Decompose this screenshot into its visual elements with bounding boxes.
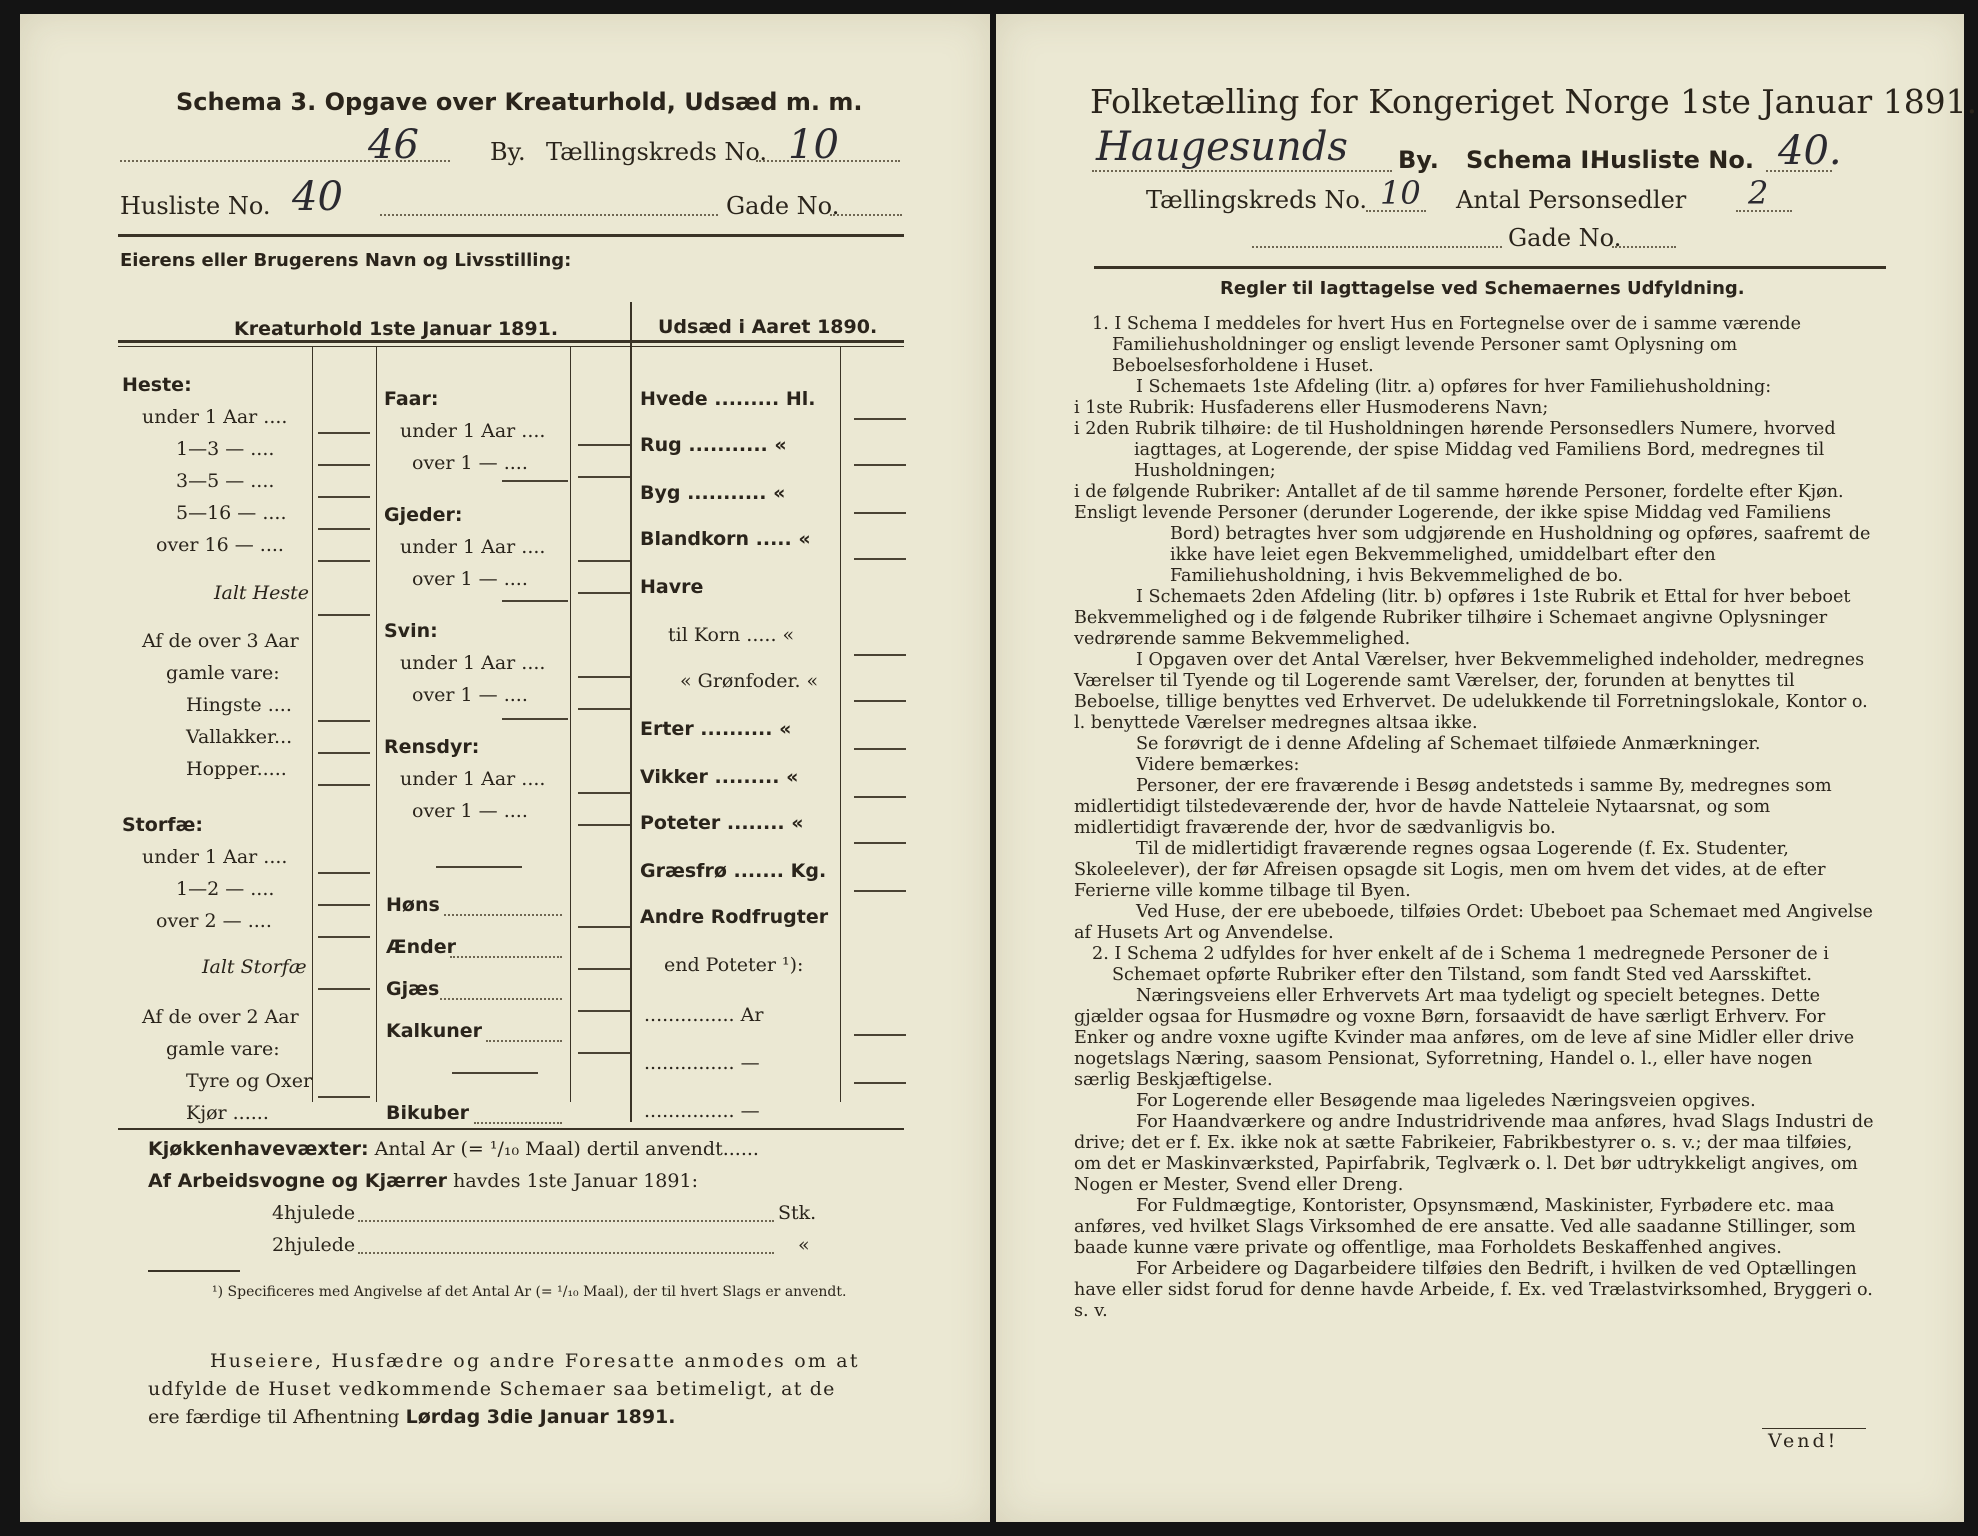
gjeder-label: Gjeder: xyxy=(384,504,463,526)
svin-row-1: under 1 Aar .... xyxy=(400,652,546,674)
gjeder-row-2: over 1 — .... xyxy=(412,568,528,590)
faar-row-1: under 1 Aar .... xyxy=(400,420,546,442)
havre: Havre xyxy=(640,576,704,598)
rensdyr-row-2: over 1 — .... xyxy=(412,800,528,822)
andre-rodfrugter: Andre Rodfrugter xyxy=(640,906,829,928)
rensdyr-label: Rensdyr: xyxy=(384,736,480,758)
kalkuner-label: Kalkuner xyxy=(386,1020,483,1042)
andre-ar-1: ............... Ar xyxy=(644,1004,764,1026)
vallakker: Vallakker... xyxy=(186,726,293,748)
heste-label: Heste: xyxy=(122,374,192,396)
rensdyr-row-1: under 1 Aar .... xyxy=(400,768,546,790)
ialt-heste: Ialt Heste xyxy=(214,582,310,604)
havre-gronfoder: « Grønfoder. « xyxy=(680,670,819,692)
rule-naeringsvei: Næringsveiens eller Erhvervets Art maa tydeligt og specielt betegnes. Dette gjælder ogsaa for Husmødre og voxne Børn, forsaavidt de have særligt Erhverv. For Enker og andre voxne ugifte Kvinder maa anføres, om de leve af sine Midler eller drive nogetslags Næring, saasom Pensionat, Syforretning, Handel o. l., eller have nogen særlig Beskjæftigelse. xyxy=(1074,986,1855,1090)
hingste: Hingste .... xyxy=(186,694,292,716)
fire-hjulede-unit: Stk. xyxy=(778,1202,817,1224)
tyre-og-oxer: Tyre og Oxer xyxy=(186,1070,313,1092)
husliste-number-handwritten: 40 xyxy=(292,174,343,220)
rule-1b: i 1ste Rubrik: Husfaderens eller Husmoderens Navn; xyxy=(1074,398,1549,418)
rule-1a: I Schemaets 1ste Afdeling (litr. a) opføres for hver Familiehusholdning: xyxy=(1136,377,1772,397)
storfae-label: Storfæ: xyxy=(122,814,203,836)
kjokkenhave-label: Kjøkkenhavevæxter: xyxy=(148,1138,369,1160)
rule-1: 1. I Schema I meddeles for hvert Hus en Fortegnelse over de i samme værende Familiehusholdninger og ensligt levende Personer samt Oplysning om Beboelsesforholdene i Huset. xyxy=(1092,314,1802,376)
notice-line-3 xyxy=(148,1406,676,1428)
fire-hjulede: 4hjulede xyxy=(272,1202,356,1224)
to-hjulede: 2hjulede xyxy=(272,1234,356,1256)
rule-fravaerende: Personer, der ere fraværende i Besøg andetsteds i samme By, medregnes som midlertidigt tilstedeværende der, hvor de havde Natteleie Nytaarsnat, og som midlertidigt fraværende der, hvor de sædvanligvis bo. xyxy=(1074,776,1832,838)
rule-1d: i de følgende Rubriker: Antallet af de til samme hørende Personer, fordelte efter Kjøn. xyxy=(1074,482,1844,502)
husliste-number-handwritten: 40. xyxy=(1778,128,1842,174)
rule-logerende: Til de midlertidigt fraværende regnes ogsaa Logerende (f. Ex. Studenter, Skoleelever), der før Afreisen opsagde sit Logis, men om hvem det vides, at de efter Ferierne ville komme tilbage til Byen. xyxy=(1074,839,1826,901)
kreaturhold-header: Kreaturhold 1ste Januar 1891. xyxy=(234,318,559,340)
rule-1c: i 2den Rubrik tilhøire: de til Husholdningen hørende Personsedlers Numere, hvorved iagttages, at Logerende, der spise Middag ved Familiens Bord, medregnes til Husholdningen; xyxy=(1074,419,1836,481)
ialt-storfae: Ialt Storfæ xyxy=(202,956,307,978)
antal-label: Antal Personsedler xyxy=(1456,186,1687,214)
vend-label: Vend! xyxy=(1768,1430,1839,1452)
rule-fuldmaegtige: For Fuldmægtige, Kontorister, Opsynsmænd, Maskinister, Fyrbødere etc. maa anføres, ved hvilket Slags Virksomhed de ere ansatte. Ved alle saadanne Stillinger, som baade kunne være private og offentlige, maa Forholdets Beskaffenhed angives. xyxy=(1074,1196,1856,1258)
schema-label: Schema I. xyxy=(1466,146,1599,174)
heste-row-3: 3—5 — .... xyxy=(176,470,275,492)
document-spread xyxy=(20,14,1978,1526)
kreds-number-handwritten: 10 xyxy=(788,122,839,168)
storfae-row-2: 1—2 — .... xyxy=(176,878,275,900)
rule-besogende: For Logerende eller Besøgende maa ligeledes Næringsveien opgives. xyxy=(1136,1091,1756,1111)
gjeder-row-1: under 1 Aar .... xyxy=(400,536,546,558)
erter: Erter .......... « xyxy=(640,718,792,740)
storfae-row-1: under 1 Aar .... xyxy=(142,846,288,868)
right-page-schema-1 xyxy=(996,14,1978,1522)
husliste-label: Husliste No. xyxy=(1590,146,1754,174)
graesfro: Græsfrø ....... Kg. xyxy=(640,860,827,882)
end-poteter: end Poteter ¹): xyxy=(664,954,804,976)
bikuber-label: Bikuber xyxy=(386,1102,470,1124)
rule-arbeidere: For Arbeidere og Dagarbeidere tilføies den Bedrift, i hvilken de ved Optællingen have eller sidst forud for denne havde Arbeide, f. Ex. ved Trælastvirksomhed, Bryggeri o. s. v. xyxy=(1074,1259,1873,1321)
by-label: By. xyxy=(1398,146,1439,174)
rule-videre: Videre bemærkes: xyxy=(1136,755,1300,775)
kreds-label: Tællingskreds No. xyxy=(546,138,768,166)
footnote: ¹) Specificeres med Angivelse af det Antal Ar (= ¹/₁₀ Maal), der til hvert Slags er anvendt. xyxy=(212,1284,847,1300)
kreds-label: Tællingskreds No. xyxy=(1146,186,1368,214)
kjokkenhave-line xyxy=(148,1138,759,1160)
hons-label: Høns xyxy=(386,894,440,916)
notice-line-3-text: ere færdige til Afhentning xyxy=(148,1406,400,1428)
husliste-label: Husliste No. xyxy=(120,192,271,220)
notice-line-1: Huseiere, Husfædre og andre Foresatte anmodes om at xyxy=(210,1350,860,1372)
havre-til-korn: til Korn ..... « xyxy=(668,624,795,646)
arbeidsvogne-line xyxy=(148,1170,698,1192)
rule-enslig: Ensligt levende Personer (derunder Logerende, der ikke spise Middag ved Familiens Bord) betragtes hver som udgjørende en Husholdning og opføres, saafremt de ikke have leiet egen Bekvemmelighed, umiddelbart efter den Familiehusholdning, i hvis Bekvemmelighed de bo. xyxy=(1074,503,1871,586)
byg: Byg ........... « xyxy=(640,482,786,504)
rule-2: 2. I Schema 2 udfyldes for hver enkelt af de i Schema 1 medregnede Personer de i Schemaet opførte Rubriker efter den Tilstand, som fandt Sted ved Aarsskiftet. xyxy=(1092,944,1829,985)
faar-row-2: over 1 — .... xyxy=(412,452,528,474)
arbeidsvogne-label: Af Arbeidsvogne og Kjærrer xyxy=(148,1170,448,1192)
svin-label: Svin: xyxy=(384,620,438,642)
notice-date: Lørdag 3die Januar 1891. xyxy=(405,1406,676,1428)
andre-ar-3: ............... — xyxy=(644,1100,760,1122)
by-number-handwritten: 46 xyxy=(368,122,419,168)
heste-row-1: under 1 Aar .... xyxy=(142,406,288,428)
af-over-2-aar: Af de over 2 Aar xyxy=(142,1006,299,1028)
kjor: Kjør ...... xyxy=(186,1102,269,1124)
rule-anmaerkninger: Se forøvrigt de i denne Afdeling af Schemaet tilføiede Anmærkninger. xyxy=(1136,734,1761,754)
place-handwritten: Haugesunds xyxy=(1096,124,1348,170)
aender-label: Ænder xyxy=(386,936,456,958)
to-hjulede-unit: « xyxy=(798,1234,810,1256)
rules-body xyxy=(1074,314,1874,1322)
antal-number-handwritten: 2 xyxy=(1748,174,1769,212)
rules-title: Regler til Iagttagelse ved Schemaernes Udfyldning. xyxy=(1220,278,1745,299)
hvede: Hvede ......... Hl. xyxy=(640,388,816,410)
kreds-number-handwritten: 10 xyxy=(1380,174,1421,212)
gamle-vare-2: gamle vare: xyxy=(166,1038,280,1060)
gade-label: Gade No. xyxy=(1508,224,1622,252)
eier-label: Eierens eller Brugerens Navn og Livsstilling: xyxy=(120,250,572,271)
vikker: Vikker ......... « xyxy=(640,766,799,788)
kjokkenhave-rest: Antal Ar (= ¹/₁₀ Maal) dertil anvendt...... xyxy=(374,1138,759,1160)
af-over-3-aar: Af de over 3 Aar xyxy=(142,630,299,652)
rule-ubeboet: Ved Huse, der ere ubeboede, tilføies Ordet: Ubeboet paa Schemaet med Angivelse af Husets Art og Anvendelse. xyxy=(1074,902,1873,943)
rug: Rug ........... « xyxy=(640,434,787,456)
heste-row-5: over 16 — .... xyxy=(156,534,284,556)
gjaes-label: Gjæs xyxy=(386,978,440,1000)
by-label: By. xyxy=(490,138,526,166)
arbeidsvogne-rest: havdes 1ste Januar 1891: xyxy=(453,1170,698,1192)
faar-label: Faar: xyxy=(384,388,439,410)
schema3-title: Schema 3. Opgave over Kreaturhold, Udsæd m. m. xyxy=(176,88,863,116)
left-page-schema-3 xyxy=(20,14,990,1522)
svin-row-2: over 1 — .... xyxy=(412,684,528,706)
heste-row-2: 1—3 — .... xyxy=(176,438,275,460)
rule-haandvaerkere: For Haandværkere og andre Industridrivende maa anføres, hvad Slags Industri de drive; det er f. Ex. ikke nok at sætte Fabrikeier, Fabrikbestyrer o. s. v.; der maa tilføies, om det er Maskinværksted, Papirfabrik, Teglværk o. l. Det bør udtrykkeligt angives, om Nogen er Mester, Svend eller Dreng. xyxy=(1074,1112,1874,1195)
udsaed-header: Udsæd i Aaret 1890. xyxy=(658,316,878,338)
storfae-row-3: over 2 — .... xyxy=(156,910,272,932)
rule-afdeling-2: I Schemaets 2den Afdeling (litr. b) opføres i 1ste Rubrik et Ettal for hver beboet Bekvemmelighed og i de følgende Rubriker tilhøire i Schemaet angivne Oplysninger vedrørende samme Bekvemmelighed. xyxy=(1074,587,1851,649)
gade-label: Gade No. xyxy=(726,192,840,220)
hopper: Hopper..... xyxy=(186,758,287,780)
gamle-vare-1: gamle vare: xyxy=(166,662,280,684)
andre-ar-2: ............... — xyxy=(644,1052,760,1074)
notice-line-2: udfylde de Huset vedkommende Schemaer saa betimeligt, at de xyxy=(148,1378,836,1400)
blandkorn: Blandkorn ..... « xyxy=(640,528,811,550)
rule-vaerelser: I Opgaven over det Antal Værelser, hver Bekvemmelighed indeholder, medregnes Værelser til Tyende og til Logerende samt Værelser, der, forunden at benyttes til Beboelse, tillige benyttes ved Erhvervet. De udelukkende til Forretningslokale, Kontor o. l. benyttede Værelser medregnes altsaa ikke. xyxy=(1074,650,1868,733)
poteter: Poteter ........ « xyxy=(640,812,804,834)
heste-row-4: 5—16 — .... xyxy=(176,502,287,524)
census-title: Folketælling for Kongeriget Norge 1ste Januar 1891. xyxy=(1090,82,1978,121)
